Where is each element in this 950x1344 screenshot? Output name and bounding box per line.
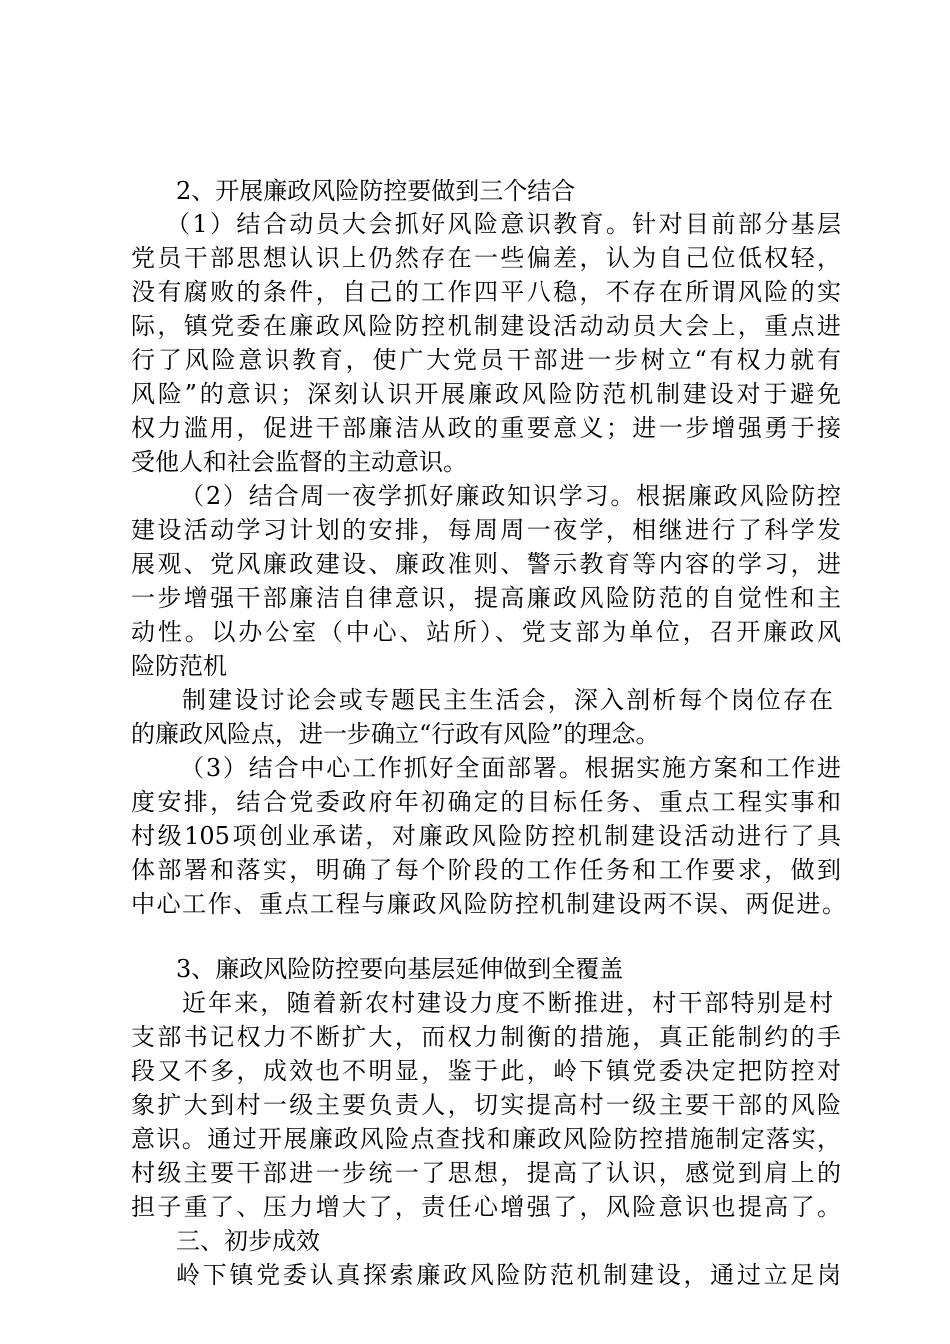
paragraph-line: 象扩大到村一级主要负责人，切实提高村一级主要干部的风险 <box>131 1091 841 1119</box>
paragraph-line: 制建设讨论会或专题民主生活会，深入剖析每个岗位存在 <box>182 686 833 714</box>
paragraph-line: 风险”的意识；深刻认识开展廉政风险防范机制建设对于避免 <box>131 380 841 408</box>
paragraph-line: 险防范机 <box>131 652 227 680</box>
paragraph-line: 中心工作、重点工程与廉政风险防控机制建设两不误、两促进。 <box>131 890 846 918</box>
paragraph-line: 体部署和落实，明确了每个阶段的工作任务和工作要求，做到 <box>131 856 841 884</box>
section-heading-3: 3、廉政风险防控要向基层延伸做到全覆盖 <box>176 955 624 983</box>
paragraph-line: 一步增强干部廉洁自律意识，提高廉政风险防范的自觉性和主 <box>131 584 841 612</box>
paragraph-line: 村级105项创业承诺，对廉政风险防控机制建设活动进行了具 <box>131 822 841 850</box>
paragraph-line: 际，镇党委在廉政风险防控机制建设活动动员大会上，重点进 <box>131 312 841 340</box>
paragraph-line: （2）结合周一夜学抓好廉政知识学习。根据廉政风险防控 <box>180 482 841 510</box>
paragraph-line: 党员干部思想认识上仍然存在一些偏差，认为自己位低权轻， <box>131 244 841 272</box>
paragraph-line: （1）结合动员大会抓好风险意识教育。针对目前部分基层 <box>166 210 841 238</box>
paragraph-line: 担子重了、压力增大了，责任心增强了，风险意识也提高了。 <box>131 1193 841 1221</box>
paragraph-line: （3）结合中心工作抓好全面部署。根据实施方案和工作进 <box>180 754 841 782</box>
paragraph-line: 意识。通过开展廉政风险点查找和廉政风险防控措施制定落实， <box>131 1125 841 1153</box>
paragraph-line: 段又不多，成效也不明显，鉴于此，岭下镇党委决定把防控对 <box>131 1057 841 1085</box>
paragraph-line: 受他人和社会监督的主动意识。 <box>131 448 467 476</box>
paragraph-line: 建设活动学习计划的安排，每周周一夜学，相继进行了科学发 <box>131 516 841 544</box>
section-heading-2: 2、开展廉政风险防控要做到三个结合 <box>176 177 576 205</box>
section-heading-results: 三、初步成效 <box>176 1227 320 1255</box>
paragraph-line: 展观、党风廉政建设、廉政准则、警示教育等内容的学习，进 <box>131 550 841 578</box>
paragraph-line: 岭下镇党委认真探索廉政风险防范机制建设，通过立足岗 <box>176 1261 841 1289</box>
paragraph-line: 权力滥用，促进干部廉洁从政的重要意义；进一步增强勇于接 <box>131 414 841 442</box>
paragraph-line: 支部书记权力不断扩大，而权力制衡的措施，真正能制约的手 <box>131 1023 841 1051</box>
paragraph-line: 近年来，随着新农村建设力度不断推进，村干部特别是村 <box>182 989 833 1017</box>
paragraph-line: 动性。以办公室（中心、站所）、党支部为单位，召开廉政风 <box>131 618 841 646</box>
paragraph-line: 没有腐败的条件，自己的工作四平八稳，不存在所谓风险的实 <box>131 278 841 306</box>
paragraph-line: 行了风险意识教育，使广大党员干部进一步树立“有权力就有 <box>131 346 841 374</box>
paragraph-line: 度安排，结合党委政府年初确定的目标任务、重点工程实事和 <box>131 788 841 816</box>
paragraph-line: 的廉政风险点，进一步确立“行政有风险”的理念。 <box>131 720 660 748</box>
paragraph-line: 村级主要干部进一步统一了思想，提高了认识，感觉到肩上的 <box>131 1159 841 1187</box>
